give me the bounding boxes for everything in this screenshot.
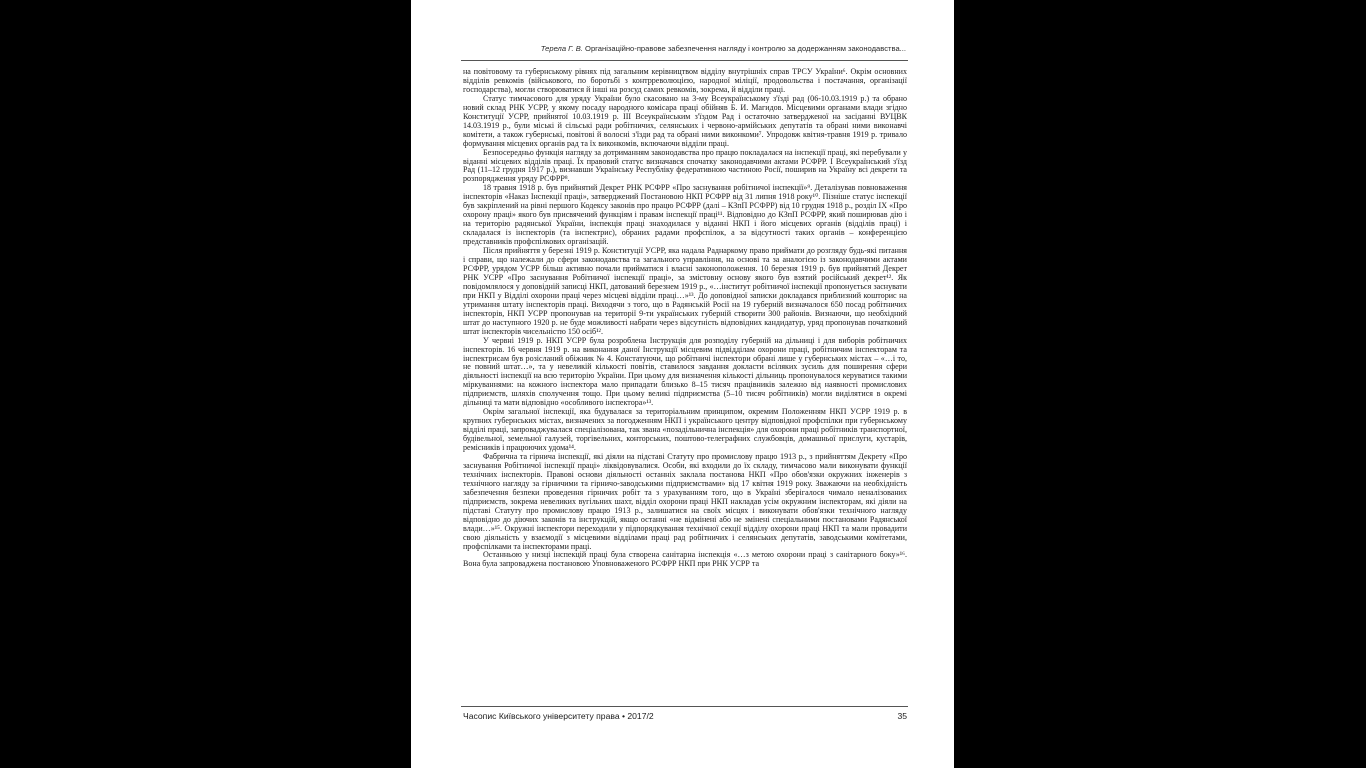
paragraph: У червні 1919 р. НКП УСРР була розроблена Інструкція для розподілу губерній на дільниці і для виборів робітничих інспекторів. 16 червня 1919 р. на виконання даної Інструкції місцевим підвідділам охорони праці, робітничим інспекторам та інспектрисам був розісланий обіжник № 4. Констатуючи, що робітничі інспектори обрані лише у губернських містах – «…і то, не повний штат…», та у невеликій кількості повітів, ставилося завдання докласти всіляких зусиль для поширення сфери діяльності інспекції на всю територію України. При цьому для визначення кількості дільниць пропонувалося керуватися такими міркуваннями: на кожного інспектора мало припадати близько 8–15 тисяч працівників залежно від наявності промислових підприємств, шляхів сполучення тощо. При цьому великі підприємства (5–10 тисяч робітників) могли виділятися в окремі дільниці та мати відповідно «особливого інспектора»¹³. xyxy=(463,335,907,408)
paragraph: Після прийняття у березні 1919 р. Конституції УСРР, яка надала Раднаркому право приймати до розгляду будь-які питання і справи, що належали до сфери законодавства та загального управління, на основі та за аналогією із законодавчими актами РСФРР, урядом УСРР більш активно почали прийматися і власні законоположення. 10 березня 1919 р. був прийнятий Декрет РНК УСРР «Про заснування Робітничої інспекції праці», за змістовну основу якого був взятий російський декрет¹². Як повідомлялося у доповідній записці НКП, датований березнем 1919 р., «…інститут робітничої інспекції пропонується заснувати при НКП у Відділі охорони праці через місцеві відділи праці…»¹³. До доповідної записки докладався приблизний кошторис на утримання штату інспекторів праці. Виходячи з того, що в Радянській Росії на 19 губерній визначалося 650 посад робітничих інспекторів, НКП УСРР пропонував на території 9-ти українських губерній створити 300 районів. Визнаючи, що необхідний штат до наступного 1920 р. не буде можливості набрати через відсутність відповідних кандидатур, уряд пропонував початковий штат інспекторів чисельністю 150 осіб¹². xyxy=(463,246,907,336)
header-author: Терела Г. В. xyxy=(540,44,583,53)
header-title: Організаційно-правове забезпечення нагляду і контролю за додержанням законодавства... xyxy=(585,44,906,53)
page-number: 35 xyxy=(897,711,907,721)
paragraph: на повітовому та губернському рівнях під загальним керівництвом відділу внутрішніх справ ТРСУ України⁶. Окрім основних відділів ревкомів (військового, по боротьбі з контрреволюцією, народної міліції, продовольства і постачання, організації господарства), могли створюватися й інші на розсуд самих ревкомів, зокрема, й відділи праці. xyxy=(463,68,907,94)
paragraph: Статус тимчасового для уряду України було скасовано на 3-му Всеукраїнському з'їзді рад (06-10.03.1919 р.) та обрано новий склад РНК УСРР, у якому посаду народного комісара праці обійняв Б. И. Магидов. Місцевими органами влади згідно Конституції УСРР, прийнятої 10.03.1919 р. III Всеукраїнським з'їздом Рад і остаточно затвердженої на засіданні ВУЦВК 14.03.1919 р., були міські й сільські ради робітничих, селянських і червоно-армійських депутатів та обрані ними виконавчі комітети, а також губернські, повітові й волосні з'їзди рад та обрані ними виконкоми⁷. Упродовж квітня-травня 1919 р. тривало формування місцевих органів рад та їх виконкомів, включаючи відділи праці. xyxy=(463,93,907,148)
paragraph: Останньою у низці інспекцій праці була створена санітарна інспекція «…з метою охорони праці з санітарного боку»¹⁶. Вона була запроваджена постановою Уповноваженого РСФРР НКП при РНК УСРР та xyxy=(463,550,907,569)
article-body xyxy=(463,68,907,708)
paragraph: Фабрична та гірнича інспекції, які діяли на підставі Статуту про промислову працю 1913 р., з прийняттям Декрету «Про заснування Робітничої інспекції праці» ліквідовувалися. Особи, які входили до їх складу, тимчасово мали виконувати функції технічних інспекторів. Правові основи діяльності останніх заклала постанова НКП «Про обов'язки окружних інженерів з технічного нагляду за гірничими та гірничо-заводськими підприємствами» від 17 квітня 1919 року. Зважаючи на необхідність забезпечення безпеки проведення гірничих робіт та з урахуванням того, що в Україні зберігалося чимало неналізованих підприємств, зокрема невеликих вугільних шахт, відділ охорони праці НКП накладав усім окружним інспекторам, які діяли на підставі Статуту про промислову працю 1913 р., залишатися на своїх місцях і виконувати обов'язки технічного нагляду відповідно до діючих законів та інструкцій, якщо останні «не відмінені або не змінені спеціальними постановами Радянської влади…»¹⁵. Окружні інспектори переходили у підпорядкування технічної секції відділу охорони праці НКП та мали провадити свою діяльність у взаємодії з місцевими відділами праці рад робітничих і селянських депутатів, заводськими комітетами, профспілками та інспекторами праці. xyxy=(463,451,907,551)
header-rule xyxy=(461,60,908,61)
paragraph: Безпосередньо функція нагляду за дотриманням законодавства про працю покладалася на інспекції праці, які перебували у віданні місцевих відділів праці. Їх правовий статус визначався спочатку законодавчими актами РСФРР. І Всеукраїнський з'їзд Рад (11–12 грудня 1917 р.), визнавши Українську Республіку федеративною частиною Росії, поширив на Україну всі декрети та розпорядження уряду РСФРР⁸. xyxy=(463,147,907,184)
footer-rule xyxy=(461,706,908,707)
running-head xyxy=(461,44,906,54)
paragraph: 18 травня 1918 р. був прийнятий Декрет РНК РСФРР «Про заснування робітничої інспекції»⁹. Деталізував повноваження інспекторів «Наказ Інспекції праці», затверджений Постановою НКП РСФРР від 31 липня 1918 року¹⁰. Пізніше статус інспекції був закріплений на рівні першого Кодексу законів про працю РСФРР (далі – КЗпП РСФРР) від 10 грудня 1918 р., розділ IX «Про охорону праці» якого був присвячений функціям і правам інспекції праці¹¹. Відповідно до КЗпП РСФРР, який поширював дію і на територію радянської України, інспекція праці знаходилася у віданні НКП і його місцевих органів (відділів праці) і складалася із інспекторів (та інспектрис), обраних радами профспілок, а за відсутності таких органів – конференцією представників профспілкових організацій. xyxy=(463,183,907,247)
footer-journal-title: Часопис Київського університету права • 2017/2 xyxy=(463,711,654,721)
document-page xyxy=(411,0,954,768)
paragraph: Окрім загальної інспекції, яка будувалася за територіальним принципом, окремим Положенням НКП УСРР 1919 р. в крупних губернських містах, визначених за погодженням НКП і українського центру відповідної профспілки при губернському відділі праці, запроваджувалася спеціалізована, так звана «позадільнична інспекція» для охорони праці робітників транспортної, будівельної, земельної галузей, торгівельних, конторських, поштово-телеграфних службовців, домашньої прислуги, кустарів, ремісників і працюючих удома¹⁴. xyxy=(463,407,907,453)
